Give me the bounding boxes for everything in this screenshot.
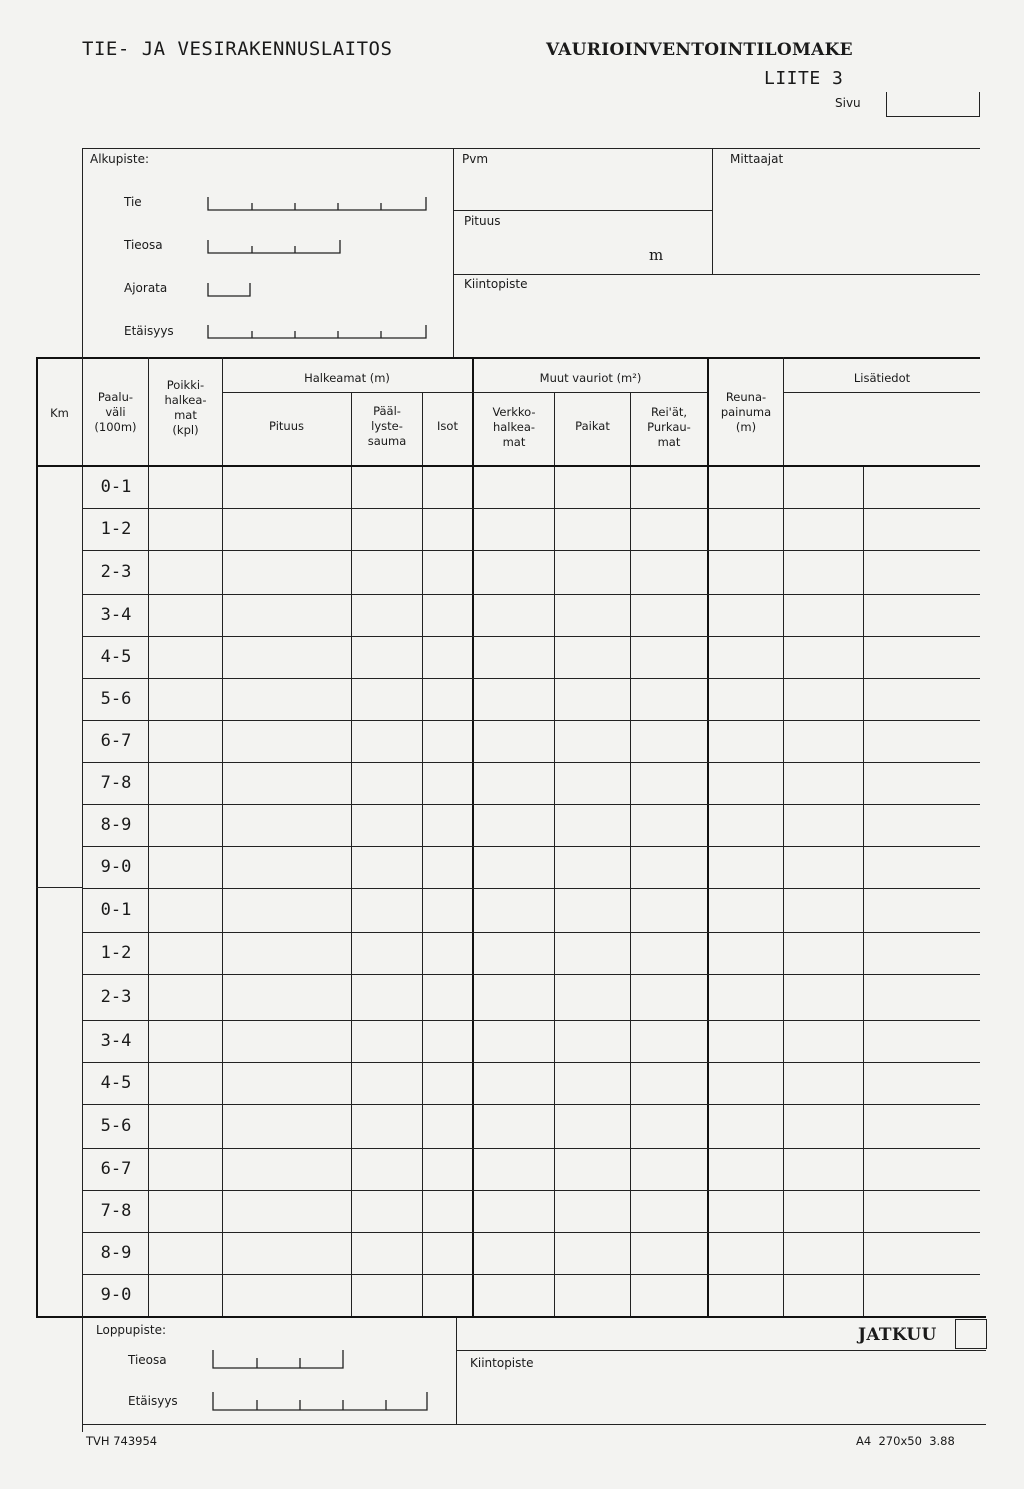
appendix-label: LIITE 3 [764,68,844,89]
benchmark-label: Kiintopiste [464,277,528,291]
stake-interval-label: 8-9 [100,815,132,835]
potholes-header: Rei'ät, Purkau- mat [647,405,691,449]
table-row-divider [82,1062,980,1063]
stake-interval-label: 3-4 [100,1031,132,1051]
table-row-divider [82,1232,980,1233]
stake-interval-label: 6-7 [100,731,132,751]
start-entry-fields[interactable] [200,185,440,345]
end-entry-fields[interactable] [205,1340,445,1420]
stake-interval-label: 4-5 [100,1073,132,1093]
table-row-divider [82,678,980,679]
end-point-title: Loppupiste: [96,1323,166,1337]
form-title: VAURIOINVENTOINTILOMAKE [546,40,853,60]
table-row-divider [82,550,980,551]
length-label: Pituus [464,214,501,228]
table-row-divider [82,636,980,637]
stake-interval-label: 6-7 [100,1159,132,1179]
table-row-divider [82,932,980,933]
stake-interval-label: 2-3 [100,562,132,582]
table-row-divider [82,974,980,975]
paving-joint-header: Pääl- lyste- sauma [367,404,407,448]
road-label: Tie [124,195,142,209]
stake-interval-label: 0-1 [100,477,132,497]
cracks-header: Halkeamat (m) [304,371,390,385]
stake-interval-label: 1-2 [100,519,132,539]
road-section-label: Tieosa [124,238,163,252]
end-distance-label: Etäisyys [128,1394,178,1408]
stake-interval-label: 5-6 [100,689,132,709]
continues-label: JATKUU [858,1325,937,1345]
paper-format: A4 270x50 3.88 [856,1434,955,1448]
edge-depression-header: Reuna- painuma (m) [720,390,772,434]
stake-interval-label: 3-4 [100,605,132,625]
table-row-divider [82,1274,980,1275]
end-road-section-label: Tieosa [128,1353,167,1367]
table-row-divider [82,888,980,889]
page-label: Sivu [835,96,861,110]
stake-interval-label: 7-8 [100,773,132,793]
table-row-divider [82,508,980,509]
table-row-divider [82,846,980,847]
stake-interval-label: 8-9 [100,1243,132,1263]
patches-header: Paikat [575,419,610,433]
stake-interval-header: Paalu- väli (100m) [94,390,137,434]
stake-interval-label: 5-6 [100,1116,132,1136]
km-header: Km [50,405,69,420]
stake-interval-label: 2-3 [100,987,132,1007]
stake-interval-label: 9-0 [100,1285,132,1305]
end-benchmark-label: Kiintopiste [470,1356,534,1370]
form-code: TVH 743954 [86,1434,158,1448]
table-row-divider [82,720,980,721]
transverse-cracks-header: Poikki- halkea- mat (kpl) [164,378,207,437]
stake-interval-label: 9-0 [100,857,132,877]
large-cracks-header: Isot [437,419,458,433]
table-row-divider [82,762,980,763]
carriageway-label: Ajorata [124,281,168,295]
stake-interval-label: 1-2 [100,943,132,963]
length-unit: m [649,246,664,264]
table-row-divider [82,594,980,595]
table-row-divider [82,1148,980,1149]
organization-name: TIE- JA VESIRAKENNUSLAITOS [82,38,393,60]
additional-info-header: Lisätiedot [853,371,911,385]
continues-checkbox[interactable] [955,1319,987,1349]
table-row-divider [82,1020,980,1021]
table-row-divider [82,804,980,805]
table-row-divider [82,1190,980,1191]
stake-interval-label: 7-8 [100,1201,132,1221]
crack-length-header: Pituus [269,419,304,433]
stake-interval-label: 4-5 [100,647,132,667]
page-number-field[interactable] [886,92,980,117]
start-point-title: Alkupiste: [90,152,150,166]
other-damage-header: Muut vauriot (m²) [539,371,642,385]
alligator-cracks-header: Verkko- halkea- mat [492,405,536,449]
distance-label: Etäisyys [124,324,174,338]
stake-interval-label: 0-1 [100,900,132,920]
date-label: Pvm [462,152,489,166]
table-row-divider [82,1104,980,1105]
measurers-label: Mittaajat [730,152,784,166]
